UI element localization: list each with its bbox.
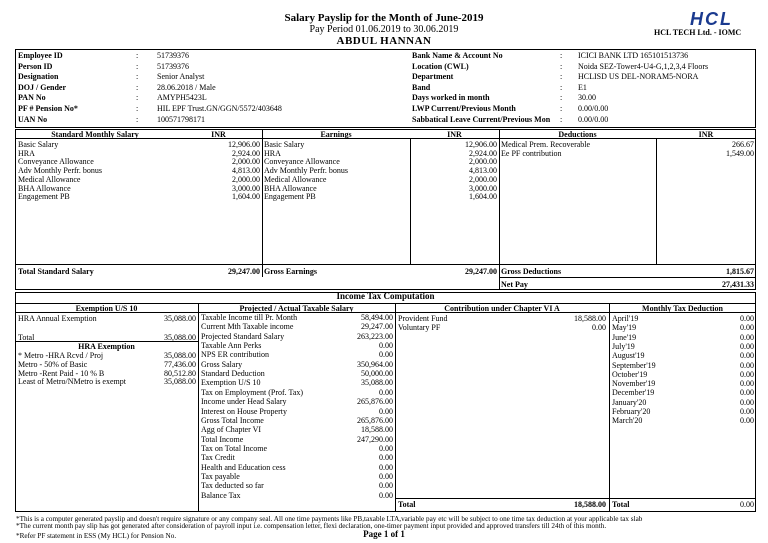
projected-item-label: Agg of Chapter VI bbox=[201, 425, 262, 435]
net-pay-value: 27,431.33 bbox=[722, 280, 754, 289]
total-standard-value: 29,247.00 bbox=[228, 267, 260, 276]
footer-note-3: *Refer PF statement in ESS (My HCL) for Pension No. bbox=[16, 532, 177, 540]
earnings-item-value: 2,000.00 bbox=[469, 174, 497, 184]
page-number: Page 1 of 1 bbox=[363, 529, 405, 539]
monthly-tax-value: 0.00 bbox=[740, 369, 754, 379]
std-salary-item-label: BHA Allowance bbox=[18, 183, 71, 193]
monthly-tax-value: 0.00 bbox=[740, 341, 754, 351]
employee-info-value: 28.06.2018 / Male bbox=[157, 82, 216, 92]
employee-info-label: Department bbox=[412, 72, 454, 82]
hra-item-label: Metro - 50% of Basic bbox=[18, 359, 88, 369]
employee-info-value: 51739376 bbox=[157, 51, 189, 60]
projected-item-value: 50,000.00 bbox=[361, 369, 393, 379]
employee-info-label: Location (CWL) bbox=[412, 61, 469, 71]
pay-period: Pay Period 01.06.2019 to 30.06.2019 bbox=[309, 24, 459, 35]
projected-item-label: Balance Tax bbox=[201, 490, 241, 500]
projected-item-value: 0.00 bbox=[379, 462, 393, 472]
gross-deductions-value: 1,815.67 bbox=[726, 267, 754, 276]
exemption-item-value bbox=[110, 323, 196, 332]
earnings-item-value: 1,604.00 bbox=[469, 192, 497, 202]
exemption-item-value: 35,088.00 bbox=[164, 332, 196, 342]
projected-item-value: 265,876.00 bbox=[357, 397, 393, 407]
std-salary-item-value: 2,924.00 bbox=[232, 148, 260, 158]
monthly-tax-value: 0.00 bbox=[740, 314, 754, 323]
employee-info-value: AMYPH5423L bbox=[157, 93, 207, 103]
std-salary-item-label: HRA bbox=[18, 148, 35, 158]
employee-info-label: UAN No bbox=[18, 114, 48, 124]
employee-info-value: 30.00 bbox=[578, 93, 596, 103]
deduction-item-value: 266.67 bbox=[732, 140, 754, 149]
projected-item-label: Taxable Ann Perks bbox=[201, 341, 262, 351]
colon-separator: : bbox=[136, 114, 139, 124]
employee-info-value: Senior Analyst bbox=[157, 72, 205, 82]
monthly-tax-month: April'19 bbox=[612, 314, 639, 323]
employee-info-label: Days worked in month bbox=[412, 93, 490, 103]
projected-item-label: Income under Head Salary bbox=[201, 397, 287, 407]
income-tax-title: Income Tax Computation bbox=[336, 291, 435, 301]
monthly-tax-value: 0.00 bbox=[740, 388, 754, 398]
monthly-tax-month: May'19 bbox=[612, 323, 637, 333]
contribution-item-value: 0.00 bbox=[592, 323, 606, 333]
colon-separator: : bbox=[560, 104, 563, 113]
projected-item-label: Tax deducted so far bbox=[201, 481, 264, 491]
monthly-tax-month: September'19 bbox=[612, 360, 656, 370]
deduction-item-label: Medical Prem. Recoverable bbox=[501, 140, 591, 149]
std-salary-item-label: Conveyance Allowance bbox=[18, 157, 94, 167]
monthly-tax-month: June'19 bbox=[612, 332, 637, 342]
projected-item-value: 350,964.00 bbox=[357, 359, 393, 369]
payslip-title: Salary Payslip for the Month of June-2019 bbox=[284, 12, 484, 24]
gross-earnings-value: 29,247.00 bbox=[465, 267, 497, 276]
footer-note-2: *The current month pay slip has got generated after consideration of payroll input i.e. compensation letter, flexi declaration, one-timer payment input provided and approved transfers till 24th of this month. bbox=[16, 522, 607, 530]
deductions-header: Deductions bbox=[558, 130, 597, 139]
hra-item-value: 35,088.00 bbox=[164, 377, 196, 387]
employee-info-label: LWP Current/Previous Month bbox=[412, 104, 516, 113]
hra-item-value: 80,512.80 bbox=[164, 368, 196, 378]
employee-info-label: Person ID bbox=[18, 61, 53, 71]
projected-item-label: Tax on Total Income bbox=[201, 443, 268, 453]
footer-note-1: *This is a computer generated payslip and doesn't require signature or any company seal. All one time payments like PB,taxable LTA,variable pay etc will be subject to one time tax deduction at your applicable tax slab bbox=[16, 515, 643, 523]
employee-info-label: Employee ID bbox=[18, 51, 63, 60]
projected-item-value: 35,088.00 bbox=[361, 378, 393, 388]
contribution-item-label: Voluntary PF bbox=[398, 323, 441, 333]
colon-separator: : bbox=[136, 51, 139, 60]
colon-separator: : bbox=[136, 104, 139, 113]
projected-item-value: 0.00 bbox=[379, 406, 393, 416]
exemption-header: Exemption U/S 10 bbox=[75, 304, 138, 313]
contribution-total-value: 18,588.00 bbox=[574, 500, 606, 509]
projected-item-value: 0.00 bbox=[379, 453, 393, 463]
monthly-tax-month: March'20 bbox=[612, 416, 643, 426]
employee-info-value: Noida SEZ-Tower4-U4-G,1,2,3,4 Floors bbox=[578, 61, 709, 71]
std-salary-header: Standard Monthly Salary bbox=[51, 130, 139, 139]
earnings-item-value: 2,924.00 bbox=[469, 148, 497, 158]
earnings-item-label: Adv Monthly Perfr. bonus bbox=[264, 166, 348, 176]
monthly-tax-value: 0.00 bbox=[740, 397, 754, 407]
monthly-tax-month: February'20 bbox=[612, 407, 651, 416]
contribution-item-value: 18,588.00 bbox=[574, 314, 606, 323]
colon-separator: : bbox=[136, 72, 139, 82]
earnings-item-label: Medical Allowance bbox=[264, 174, 327, 184]
projected-item-label: NPS ER contribution bbox=[201, 350, 270, 360]
std-salary-item-value: 3,000.00 bbox=[232, 183, 260, 193]
monthly-total-label: Total bbox=[612, 500, 630, 509]
hra-item-value: 35,088.00 bbox=[164, 351, 196, 360]
hra-item-value: 77,436.00 bbox=[164, 359, 196, 369]
monthly-tax-value: 0.00 bbox=[740, 351, 754, 361]
inr-header-1: INR bbox=[211, 130, 226, 139]
projected-item-label: Current Mth Taxable income bbox=[201, 322, 294, 332]
projected-item-label: Health and Education cess bbox=[201, 462, 286, 472]
monthly-tax-month: December'19 bbox=[612, 388, 655, 398]
projected-item-label: Projected Standard Salary bbox=[201, 331, 285, 341]
employee-info-value: 100571798171 bbox=[157, 114, 205, 124]
total-standard-label: Total Standard Salary bbox=[18, 267, 94, 276]
projected-item-label: Exemption U/S 10 bbox=[201, 378, 261, 388]
projected-item-label: Tax on Employment (Prof. Tax) bbox=[201, 387, 304, 397]
earnings-item-value: 12,906.00 bbox=[465, 140, 497, 149]
std-salary-item-label: Basic Salary bbox=[18, 140, 59, 149]
std-salary-item-value: 2,000.00 bbox=[232, 174, 260, 184]
employee-info-value: 51739376 bbox=[157, 61, 189, 71]
projected-header: Projected / Actual Taxable Salary bbox=[239, 304, 354, 313]
projected-item-value: 0.00 bbox=[379, 490, 393, 500]
inr-header-2: INR bbox=[447, 130, 462, 139]
projected-item-label: Standard Deduction bbox=[201, 369, 265, 379]
employee-info-label: Sabbatical Leave Current/Previous Mon bbox=[412, 114, 551, 124]
salary-table bbox=[15, 129, 756, 290]
std-salary-item-label: Engagement PB bbox=[18, 192, 70, 202]
employee-info-value: ICICI BANK LTD 165101513736 bbox=[578, 51, 689, 60]
exemption-item-label: HRA Annual Exemption bbox=[18, 314, 97, 323]
colon-separator: : bbox=[560, 82, 563, 92]
std-salary-item-value: 1,604.00 bbox=[232, 192, 260, 202]
earnings-item-value: 2,000.00 bbox=[469, 157, 497, 167]
exemption-item-value: 35,088.00 bbox=[164, 314, 196, 323]
contribution-item-label: Provident Fund bbox=[398, 314, 448, 323]
monthly-tax-value: 0.00 bbox=[740, 416, 754, 426]
monthly-total-value: 0.00 bbox=[740, 500, 754, 509]
std-salary-item-value: 2,000.00 bbox=[232, 157, 260, 167]
hra-item-label: Metro -Rent Paid - 10 % B bbox=[18, 368, 105, 378]
monthly-tax-value: 0.00 bbox=[740, 379, 754, 389]
employee-info-value: 0.00/0.00 bbox=[578, 104, 609, 113]
employee-info-label: Bank Name & Account No bbox=[412, 51, 503, 60]
std-salary-item-value: 12,906.00 bbox=[228, 140, 260, 149]
hra-item-label: * Metro -HRA Rcvd / Proj bbox=[18, 351, 104, 360]
net-pay-label: Net Pay bbox=[501, 280, 528, 289]
employee-info-value: 0.00/0.00 bbox=[578, 114, 609, 124]
colon-separator: : bbox=[136, 61, 139, 71]
earnings-item-label: HRA bbox=[264, 148, 281, 158]
earnings-item-value: 4,813.00 bbox=[469, 166, 497, 176]
monthly-tax-value: 0.00 bbox=[740, 323, 754, 333]
earnings-header: Earnings bbox=[320, 130, 352, 139]
earnings-item-value: 3,000.00 bbox=[469, 183, 497, 193]
colon-separator: : bbox=[560, 114, 563, 124]
colon-separator: : bbox=[560, 51, 563, 60]
std-salary-item-label: Adv Monthly Perfr. bonus bbox=[18, 166, 102, 176]
projected-item-value: 0.00 bbox=[379, 341, 393, 351]
earnings-item-label: Conveyance Allowance bbox=[264, 157, 340, 167]
employee-info-label: PF # Pension No* bbox=[18, 104, 78, 113]
projected-item-value: 247,290.00 bbox=[357, 434, 393, 444]
earnings-item-label: Basic Salary bbox=[264, 140, 305, 149]
monthly-tax-month: October'19 bbox=[612, 369, 648, 379]
gross-deductions-label: Gross Deductions bbox=[501, 267, 562, 276]
monthly-tax-month: November'19 bbox=[612, 379, 656, 389]
projected-item-value: 58,494.00 bbox=[361, 313, 393, 322]
deduction-item-value: 1,549.00 bbox=[726, 148, 754, 158]
employee-info-value: HCLISD US DEL-NORAM5-NORA bbox=[578, 72, 699, 82]
projected-item-value: 0.00 bbox=[379, 350, 393, 360]
employee-info-value: E1 bbox=[578, 82, 587, 92]
hcl-logo: HCL bbox=[690, 9, 733, 29]
colon-separator: : bbox=[560, 61, 563, 71]
projected-item-value: 0.00 bbox=[379, 471, 393, 481]
employee-info-label: PAN No bbox=[18, 93, 46, 103]
projected-item-value: 265,876.00 bbox=[357, 415, 393, 425]
projected-item-label: Interest on House Property bbox=[201, 406, 287, 416]
company-name: HCL TECH Ltd. - IOMC bbox=[654, 28, 742, 37]
projected-item-value: 0.00 bbox=[379, 481, 393, 491]
colon-separator: : bbox=[136, 82, 139, 92]
earnings-item-label: BHA Allowance bbox=[264, 183, 317, 193]
projected-item-value: 263,223.00 bbox=[357, 331, 393, 341]
colon-separator: : bbox=[560, 72, 563, 82]
exemption-item-label: Total bbox=[18, 332, 35, 342]
projected-item-value: 29,247.00 bbox=[361, 322, 393, 332]
hra-exemption-title: HRA Exemption bbox=[78, 342, 135, 351]
contribution-total-label: Total bbox=[398, 500, 416, 509]
inr-header-3: INR bbox=[698, 130, 714, 139]
employee-info-label: Designation bbox=[18, 72, 59, 82]
projected-item-label: Total Income bbox=[201, 434, 244, 444]
projected-item-label: Gross Total Income bbox=[201, 415, 264, 425]
employee-info-value: HIL EPF Trust.GN/GGN/5572/403648 bbox=[157, 104, 282, 113]
projected-item-value: 0.00 bbox=[379, 443, 393, 453]
std-salary-item-value: 4,813.00 bbox=[232, 166, 260, 176]
gross-earnings-label: Gross Earnings bbox=[264, 267, 317, 276]
monthly-tax-month: July'19 bbox=[612, 341, 635, 351]
monthly-tax-value: 0.00 bbox=[740, 407, 754, 416]
projected-item-label: Tax Credit bbox=[201, 453, 235, 463]
monthly-tax-header: Monthly Tax Deduction bbox=[642, 304, 723, 313]
monthly-tax-month: August'19 bbox=[612, 351, 645, 361]
colon-separator: : bbox=[136, 93, 139, 103]
projected-item-value: 18,588.00 bbox=[361, 425, 393, 435]
projected-item-value: 0.00 bbox=[379, 387, 393, 397]
monthly-tax-month: January'20 bbox=[612, 397, 647, 407]
contribution-header: Contribution under Chapter VI A bbox=[444, 304, 560, 313]
deduction-item-label: Ee PF contribution bbox=[501, 148, 562, 158]
monthly-tax-value: 0.00 bbox=[740, 332, 754, 342]
monthly-tax-value: 0.00 bbox=[740, 360, 754, 370]
employee-info-label: Band bbox=[412, 82, 431, 92]
employee-info-label: DOJ / Gender bbox=[18, 82, 66, 92]
earnings-item-label: Engagement PB bbox=[264, 192, 316, 202]
projected-item-label: Tax payable bbox=[201, 471, 240, 481]
projected-item-label: Gross Salary bbox=[201, 359, 243, 369]
std-salary-item-label: Medical Allowance bbox=[18, 174, 81, 184]
projected-item-label: Taxable Income till Pr. Month bbox=[201, 313, 298, 322]
hra-item-label: Least of Metro/NMetro is exempt bbox=[18, 377, 126, 387]
colon-separator: : bbox=[560, 93, 563, 103]
employee-name: ABDUL HANNAN bbox=[336, 35, 432, 47]
